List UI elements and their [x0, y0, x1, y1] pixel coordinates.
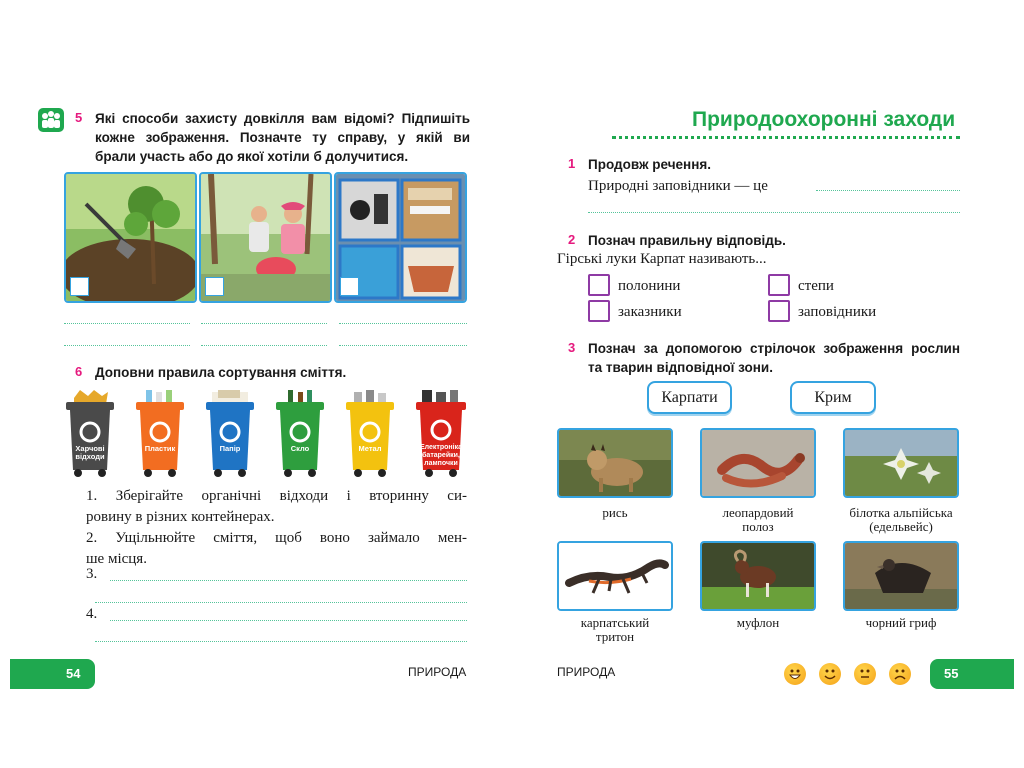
section-label-left: ПРИРОДА — [408, 665, 467, 679]
page-title: Природоохоронні заходи — [692, 108, 956, 131]
task-number-6: 6 — [75, 364, 83, 379]
group-work-icon — [37, 107, 65, 133]
task-1-sentence: Природні заповідники — це — [588, 178, 768, 194]
task-5-line-2: кожне зображення. Позначте ту справу, у якій ви — [95, 130, 470, 145]
task-2-text: Познач правильну відповідь. — [588, 233, 786, 248]
option-label-polonyny: полонини — [618, 278, 681, 294]
task-6-text: Доповни правила сортування сміття. — [95, 365, 347, 380]
task-1-answer-line[interactable] — [816, 190, 960, 191]
rule-4-answer-line[interactable] — [110, 620, 467, 621]
checkbox-photo-1[interactable] — [70, 277, 89, 296]
rule-3-answer-line-2[interactable] — [95, 602, 467, 603]
rule-3-answer-line[interactable] — [110, 580, 467, 581]
task-number-3: 3 — [568, 340, 576, 355]
task-5-line-3: брали участь або до якої хотіли б долучитися. — [95, 149, 409, 164]
caption-newt-line-2: тритон — [595, 629, 635, 644]
option-checkbox-zakaznyky[interactable] — [588, 300, 610, 322]
rule-4-number: 4. — [86, 606, 98, 622]
answer-line-photo-1a[interactable] — [64, 323, 190, 324]
checkbox-photo-2[interactable] — [205, 277, 224, 296]
task-5-text — [95, 109, 470, 166]
photo-mouflon — [700, 541, 816, 611]
bin-metal — [344, 390, 396, 478]
bin-plastic — [134, 390, 186, 478]
caption-newt-line-1: карпатський — [580, 615, 650, 630]
bin-label-glass: Скло — [290, 444, 310, 453]
bin-label-metal: Метал — [358, 444, 382, 453]
caption-leopard-snake-line-1: леопардовий — [722, 505, 794, 520]
task-number-1: 1 — [568, 156, 576, 171]
smiley-neutral-icon[interactable] — [854, 663, 876, 685]
page-number-tab-left — [10, 659, 95, 689]
page-number-right: 55 — [944, 666, 959, 681]
caption-carpathian-newt — [552, 616, 678, 644]
option-checkbox-stepy[interactable] — [768, 274, 790, 296]
photo-lynx — [557, 428, 673, 498]
caption-edelweiss-line-2: (едельвейс) — [869, 519, 933, 534]
caption-vulture-line-1: чорний гриф — [865, 615, 937, 630]
option-label-zakaznyky: заказники — [618, 304, 682, 320]
photo-leopard-snake — [700, 428, 816, 498]
bin-label-food: Харчові відходи — [75, 444, 105, 461]
title-dotted-rule — [612, 136, 960, 139]
caption-leopard-snake-line-2: полоз — [742, 519, 774, 534]
option-label-stepy: степи — [798, 278, 834, 294]
zone-label-krym[interactable]: Крим — [790, 381, 876, 414]
answer-line-photo-2b[interactable] — [201, 345, 327, 346]
answer-line-photo-3b[interactable] — [339, 345, 467, 346]
sorting-rules — [86, 486, 467, 570]
answer-line-photo-2a[interactable] — [201, 323, 327, 324]
task-3-text — [588, 339, 960, 377]
checkbox-photo-3[interactable] — [340, 277, 359, 296]
smiley-laughing-icon[interactable] — [784, 663, 806, 685]
bin-glass — [274, 390, 326, 478]
task-number-5: 5 — [75, 110, 83, 125]
smiley-happy-icon[interactable] — [819, 663, 841, 685]
rule-1-line-2: ровину в різних контейнерах. — [86, 509, 275, 525]
caption-leopard-snake — [690, 506, 826, 534]
task-3-line-2: та тварин відповідної зони. — [588, 360, 773, 375]
task-3-line-1: Познач за допомогою стрілочок зображення рослин — [588, 341, 960, 356]
bin-label-electronics: Електроніка, батарейки, лампочки — [420, 444, 464, 467]
task-2-sentence: Гірські луки Карпат називають... — [557, 251, 767, 267]
caption-mouflon-line-1: муфлон — [736, 615, 780, 630]
bin-food-waste — [64, 390, 116, 478]
bin-paper — [204, 390, 256, 478]
rule-2-line-1: 2. Ущільнюйте сміття, щоб воно займало мен- — [86, 530, 467, 546]
photo-black-vulture — [843, 541, 959, 611]
photo-carpathian-newt — [557, 541, 673, 611]
option-label-zapovidnyky: заповідники — [798, 304, 877, 320]
section-label-right: ПРИРОДА — [557, 665, 616, 679]
answer-line-photo-1b[interactable] — [64, 345, 190, 346]
task-1-answer-line-2[interactable] — [588, 212, 960, 213]
bin-electronics — [414, 390, 468, 478]
task-number-2: 2 — [568, 232, 576, 247]
caption-edelweiss — [836, 506, 966, 534]
option-checkbox-zapovidnyky[interactable] — [768, 300, 790, 322]
page-number-left: 54 — [66, 666, 81, 681]
rule-1-line-1: 1. Зберігайте органічні відходи і вторинну си- — [86, 488, 467, 504]
caption-edelweiss-line-1: білотка альпійська — [849, 505, 953, 520]
caption-lynx-line-1: рись — [602, 505, 628, 520]
zone-label-karpaty[interactable]: Карпати — [647, 381, 732, 414]
rule-4-answer-line-2[interactable] — [95, 641, 467, 642]
bin-label-plastic: Пластик — [144, 444, 176, 453]
option-checkbox-polonyny[interactable] — [588, 274, 610, 296]
rule-3-number: 3. — [86, 566, 98, 582]
caption-lynx — [557, 506, 673, 520]
task-5-line-1: Які способи захисту довкілля вам відомі? Підпишіть — [95, 111, 470, 126]
page-number-tab-right — [930, 659, 1014, 689]
answer-line-photo-3a[interactable] — [339, 323, 467, 324]
smiley-sad-icon[interactable] — [889, 663, 911, 685]
caption-mouflon — [700, 616, 816, 630]
bin-label-paper: Папір — [219, 444, 241, 453]
photo-edelweiss — [843, 428, 959, 498]
caption-black-vulture — [843, 616, 959, 630]
task-1-text: Продовж речення. — [588, 157, 711, 172]
rule-2-line-2: ше місця. — [86, 551, 147, 567]
